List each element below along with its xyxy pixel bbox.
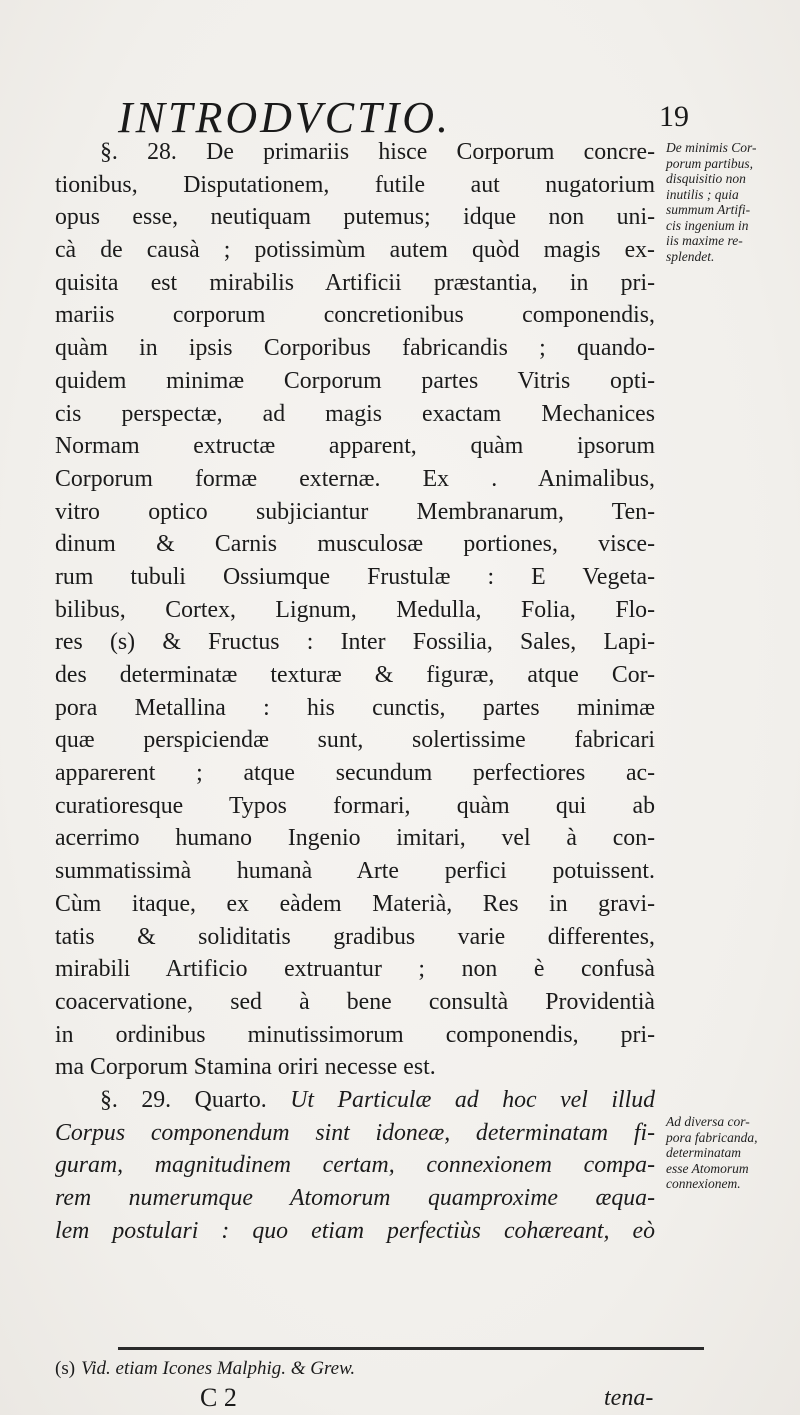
text-line: summatissimà humanà Arte perfici potuissent. — [55, 858, 655, 885]
catchword: tena- — [604, 1385, 654, 1411]
text-line: mariis corporum concretionibus componendis, — [55, 302, 655, 329]
section-29-text: Ut Particulæ ad hoc vel illud — [290, 1086, 655, 1113]
margin-note-line: connexionem. — [666, 1176, 741, 1191]
footnote-rule — [118, 1347, 704, 1350]
text-line: curatioresque Typos formari, quàm qui ab — [55, 792, 655, 819]
text-line: §. 28. De primariis hisce Corporum concre- — [100, 139, 655, 165]
margin-note-line: porum partibus, — [666, 155, 754, 171]
text-line: res (s) & Fructus : Inter Fossilia, Sales, Lapi- — [55, 629, 655, 656]
text-line: opus esse, neutiquam putemus; idque non uni- — [55, 204, 655, 231]
text-line: pora Metallina : his cunctis, partes minimæ — [55, 694, 655, 721]
running-head: INTRODVCTIO. — [118, 93, 452, 142]
margin-note-minimis — [666, 140, 796, 264]
margin-note-line: iis maxime re- — [666, 233, 743, 248]
margin-note-line: esse Atomorum — [666, 1160, 749, 1176]
footnote-mark: (s) — [55, 1358, 76, 1379]
margin-note-line: summum Artifi- — [666, 202, 751, 217]
text-line: in ordinibus minutissimorum componendis, pri- — [55, 1021, 655, 1048]
margin-note-line: inutilis ; quia — [666, 186, 739, 202]
margin-note-line: pora fabricanda, — [666, 1129, 758, 1145]
text-line: des determinatæ texturæ & figuræ, atque Cor- — [55, 662, 655, 688]
page-number: 19 — [659, 100, 689, 133]
text-line: tionibus, Disputationem, futile aut nugatorium — [55, 171, 655, 198]
text-line: dinum & Carnis musculosæ portiones, visce- — [55, 531, 655, 558]
text-line: cis perspectæ, ad magis exactam Mechanices — [55, 400, 655, 427]
section-29-line — [55, 1084, 655, 1117]
margin-note-diversa — [666, 1114, 796, 1192]
text-line: quæ perspiciendæ sunt, solertissime fabricari — [55, 727, 655, 754]
text-line: rum tubuli Ossiumque Frustulæ : E Vegeta- — [55, 563, 655, 590]
margin-note-line: cis ingenium in — [666, 217, 749, 233]
section-29-line: Corpus componendum sint idoneæ, determinatam fi- — [55, 1119, 655, 1146]
section-29-line: lem postulari : quo etiam perfectiùs cohæreant, eò — [55, 1217, 655, 1244]
margin-note-line: Ad diversa cor- — [666, 1114, 750, 1129]
section-29-line: guram, magnitudinem certam, connexionem compa- — [55, 1152, 655, 1179]
text-line: mirabili Artificio extruantur ; non è confusà — [55, 956, 655, 983]
text-line: acerrimo humano Ingenio imitari, vel à con- — [55, 825, 655, 852]
text-line: cà de causà ; potissimùm autem quòd magis ex- — [55, 237, 655, 264]
text-line: Corporum formæ externæ. Ex . Animalibus, — [55, 465, 655, 492]
footnote-text: Vid. etiam Icones Malphig. & Grew. — [81, 1358, 356, 1379]
margin-note-line: determinatam — [666, 1145, 741, 1160]
text-line: quisita est mirabilis Artificii præstantia, in pri- — [55, 269, 655, 296]
text-line: quàm in ipsis Corporibus fabricandis ; quando- — [55, 335, 655, 362]
main-text-block — [55, 136, 655, 1247]
section-29-lead: §. 29. Quarto. — [100, 1086, 267, 1113]
text-line: tatis & soliditatis gradibus varie differentes, — [55, 923, 655, 950]
margin-note-line: De minimis Cor- — [666, 140, 757, 155]
margin-note-line: disquisitio non — [666, 171, 746, 186]
text-line: apparerent ; atque secundum perfectiores ac- — [55, 760, 655, 787]
text-line: quidem minimæ Corporum partes Vitris opti- — [55, 367, 655, 394]
signature-mark: C 2 — [200, 1383, 237, 1412]
text-line: vitro optico subjiciantur Membranarum, Ten- — [55, 498, 655, 525]
text-line: Normam extructæ apparent, quàm ipsorum — [55, 433, 655, 460]
text-line: coacervatione, sed à bene consultà Providentià — [55, 988, 655, 1015]
footnote — [55, 1358, 355, 1380]
margin-note-line: splendet. — [666, 248, 715, 264]
text-line: bilibus, Cortex, Lignum, Medulla, Folia, Flo- — [55, 596, 655, 623]
section-29-line: rem numerumque Atomorum quamproxime æqua- — [55, 1185, 655, 1211]
text-line: Cùm itaque, ex eàdem Materià, Res in gravi- — [55, 890, 655, 917]
text-line: ma Corporum Stamina oriri necesse est. — [55, 1054, 436, 1081]
